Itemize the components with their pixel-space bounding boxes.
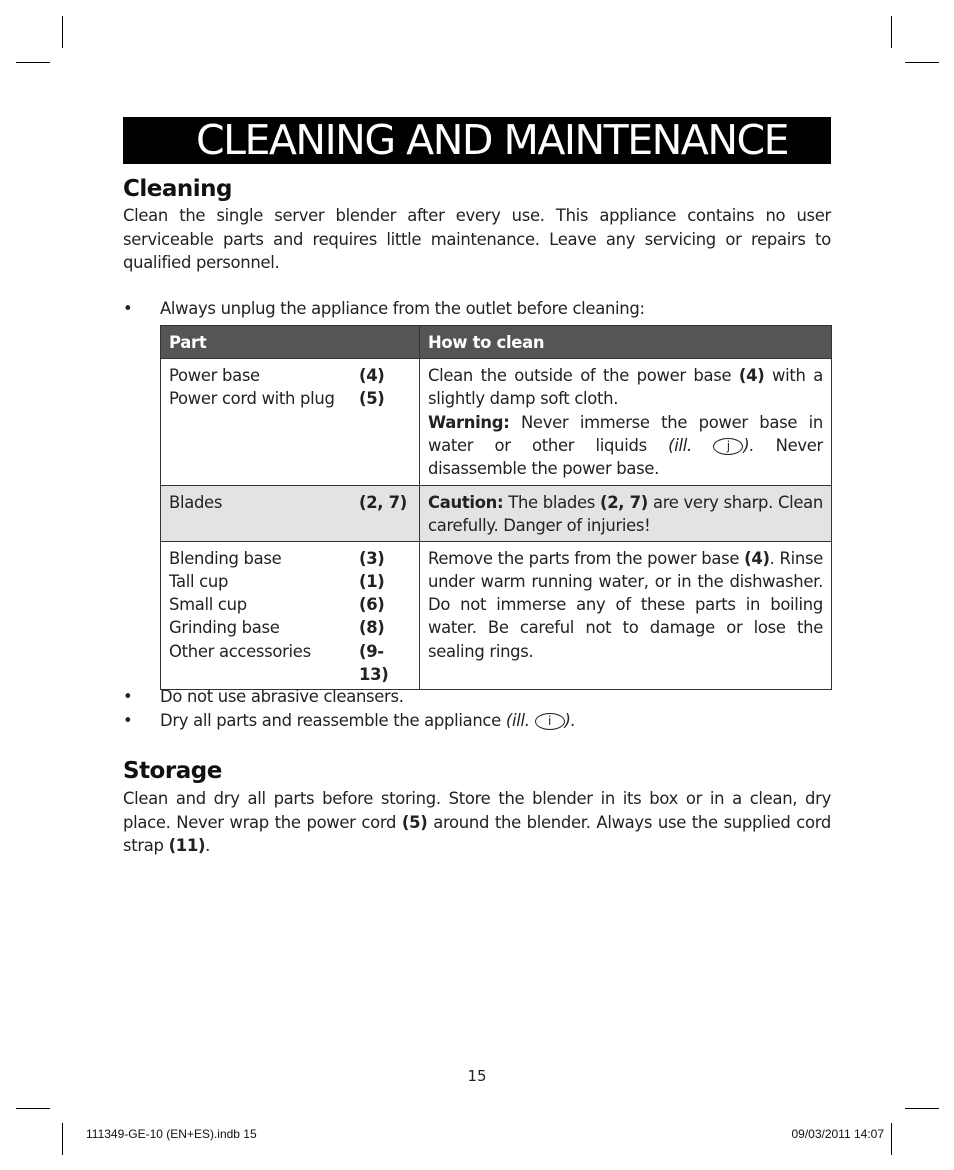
part-ref: (2, 7): [600, 493, 648, 512]
crop-mark: [891, 16, 892, 48]
cleaning-heading: Cleaning: [123, 176, 232, 202]
warning-text-end: Never disassemble the power base.: [428, 435, 823, 479]
part-name: Blades: [169, 493, 223, 512]
illustration-ref-end: ).: [743, 435, 755, 455]
crop-mark: [891, 1123, 892, 1155]
part-item: [169, 593, 411, 616]
bullet-dot: •: [123, 299, 133, 318]
title-bar: [123, 117, 831, 164]
part-ref: (4): [744, 548, 770, 568]
storage-text-c: .: [205, 836, 211, 855]
part-number: (6): [359, 595, 385, 615]
part-item: [169, 387, 411, 410]
how-text: . Rinse under warm running water, or in the dishwasher. Do not immerse any of these parts in boiling water. Be careful not to damage or lose the sealing rings.: [428, 548, 823, 661]
part-item: [169, 570, 411, 593]
bullet-dot: •: [123, 711, 133, 730]
part-number: (3): [359, 548, 385, 568]
illustration-ref: (ill.: [668, 435, 714, 455]
part-name: Tall cup: [169, 571, 229, 591]
storage-heading: Storage: [123, 758, 222, 784]
illustration-ref: (ill.: [505, 711, 535, 730]
table-row: [161, 359, 832, 486]
crop-mark: [16, 62, 50, 63]
bullet-dot: •: [123, 687, 133, 706]
cleaning-intro: Clean the single server blender after every use. This appliance contains no user serviceable parts and requires little maintenance. Leave any servicing or repairs to qualified personnel.: [123, 206, 831, 272]
part-item: [169, 616, 411, 639]
part-item: [169, 640, 411, 687]
illustration-ref-end: ).: [564, 711, 576, 730]
crop-mark: [905, 1108, 939, 1109]
storage-text: [123, 787, 831, 858]
part-number: (2, 7): [359, 493, 407, 512]
part-name: Small cup: [169, 595, 247, 615]
part-number: (1): [359, 571, 385, 591]
crop-mark: [16, 1108, 50, 1109]
how-cell: [420, 359, 832, 486]
storage-text-a: Clean and dry all parts before storing. Store the blender in its box or in a clean, dry place. Never wrap the power cord: [123, 789, 831, 832]
header-how-to-clean: How to clean: [420, 326, 832, 359]
part-number: (5): [359, 389, 385, 409]
part-name: Grinding base: [169, 618, 280, 638]
part-item: [169, 491, 411, 514]
warning-text: Never immerse the power base in water or other liquids: [428, 412, 823, 455]
how-cell: [420, 541, 832, 690]
illustration-j-icon: j: [713, 438, 743, 455]
crop-mark: [905, 62, 939, 63]
part-item: [169, 364, 411, 387]
caution-label: Caution:: [428, 493, 504, 512]
page-number: 15: [467, 1067, 487, 1085]
part-number: (8): [359, 618, 385, 638]
caution-text: are very sharp. Clean carefully. Danger of injuries!: [428, 493, 823, 536]
part-name: Power cord with plug: [169, 389, 335, 409]
part-name: Blending base: [169, 548, 282, 568]
how-text: Clean the outside of the power base: [428, 366, 739, 385]
footer-date-time: 09/03/2011 14:07: [791, 1127, 884, 1141]
table-row: [161, 541, 832, 690]
footer-file-info: 111349-GE-10 (EN+ES).indb 15: [86, 1127, 257, 1141]
part-ref: (11): [168, 836, 206, 855]
caution-text: The blades: [503, 493, 600, 512]
part-name: Other accessories: [169, 641, 311, 661]
bullet-unplug-text: Always unplug the appliance from the outlet before cleaning:: [160, 299, 645, 318]
part-item: [169, 547, 411, 570]
bullet-abrasive-text: Do not use abrasive cleansers.: [160, 687, 404, 706]
page-title: CLEANING AND MAINTENANCE: [196, 116, 789, 164]
parts-cell: [161, 541, 420, 690]
part-ref: (5): [401, 812, 428, 832]
crop-mark: [62, 16, 63, 48]
crop-mark: [62, 1123, 63, 1155]
cleaning-table: [160, 325, 832, 690]
warning-label: Warning:: [428, 412, 510, 432]
illustration-i-icon: i: [535, 713, 565, 730]
part-ref: (4): [738, 366, 765, 385]
parts-cell: [161, 359, 420, 486]
part-number: (9-13): [359, 641, 389, 685]
header-part: Part: [161, 326, 420, 359]
part-number: (4): [359, 366, 385, 385]
table-header-row: [161, 326, 832, 359]
how-text: with a slightly damp soft cloth.: [428, 366, 823, 409]
bullet-dry-text: [160, 709, 576, 732]
dry-text: Dry all parts and reassemble the appliance: [160, 711, 506, 730]
parts-cell: [161, 486, 420, 542]
table-row: [161, 486, 832, 542]
how-cell: [420, 486, 832, 542]
how-text: Remove the parts from the power base: [428, 548, 745, 568]
part-name: Power base: [169, 366, 260, 385]
storage-text-b: around the blender. Always use the supplied cord strap: [123, 812, 831, 855]
